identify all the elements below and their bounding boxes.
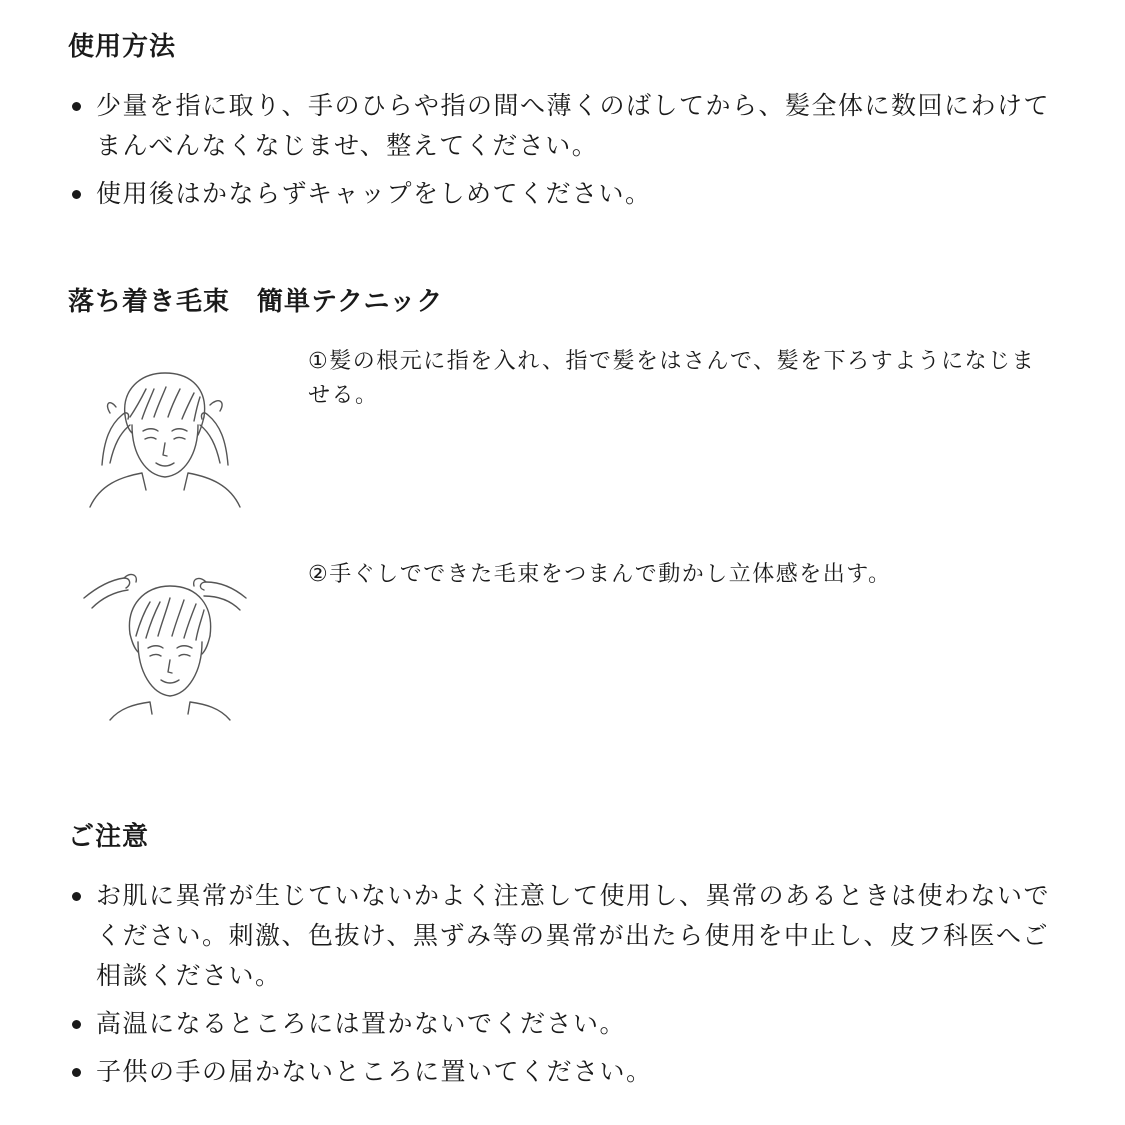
caution-title: ご注意 xyxy=(68,822,150,852)
usage-item: 使用後はかならずキャップをしめてください。 xyxy=(70,174,1050,214)
usage-title: 使用方法 xyxy=(68,32,177,62)
hair-pinching-illustration xyxy=(80,558,250,728)
technique-step-text: ②手ぐしでできた毛束をつまんで動かし立体感を出す。 xyxy=(308,562,892,587)
caution-list xyxy=(70,876,1050,1100)
caution-item: 高温になるところには置かないでください。 xyxy=(70,1004,1050,1044)
technique-step-text: ①髪の根元に指を入れ、指で髪をはさんで、髪を下ろすようになじませる。 xyxy=(308,349,1036,408)
caution-item: 子供の手の届かないところに置いてください。 xyxy=(70,1052,1050,1092)
usage-list xyxy=(70,86,1050,222)
hair-styling-illustration xyxy=(80,345,250,515)
technique-title: 落ち着き毛束 簡単テクニック xyxy=(68,287,444,317)
caution-item: お肌に異常が生じていないかよく注意して使用し、異常のあるときは使わないでください。刺激、色抜け、黒ずみ等の異常が出たら使用を中止し、皮フ科医へご相談ください。 xyxy=(70,876,1050,996)
usage-item: 少量を指に取り、手のひらや指の間へ薄くのばしてから、髪全体に数回にわけてまんべんなくなじませ、整えてください。 xyxy=(70,86,1050,166)
